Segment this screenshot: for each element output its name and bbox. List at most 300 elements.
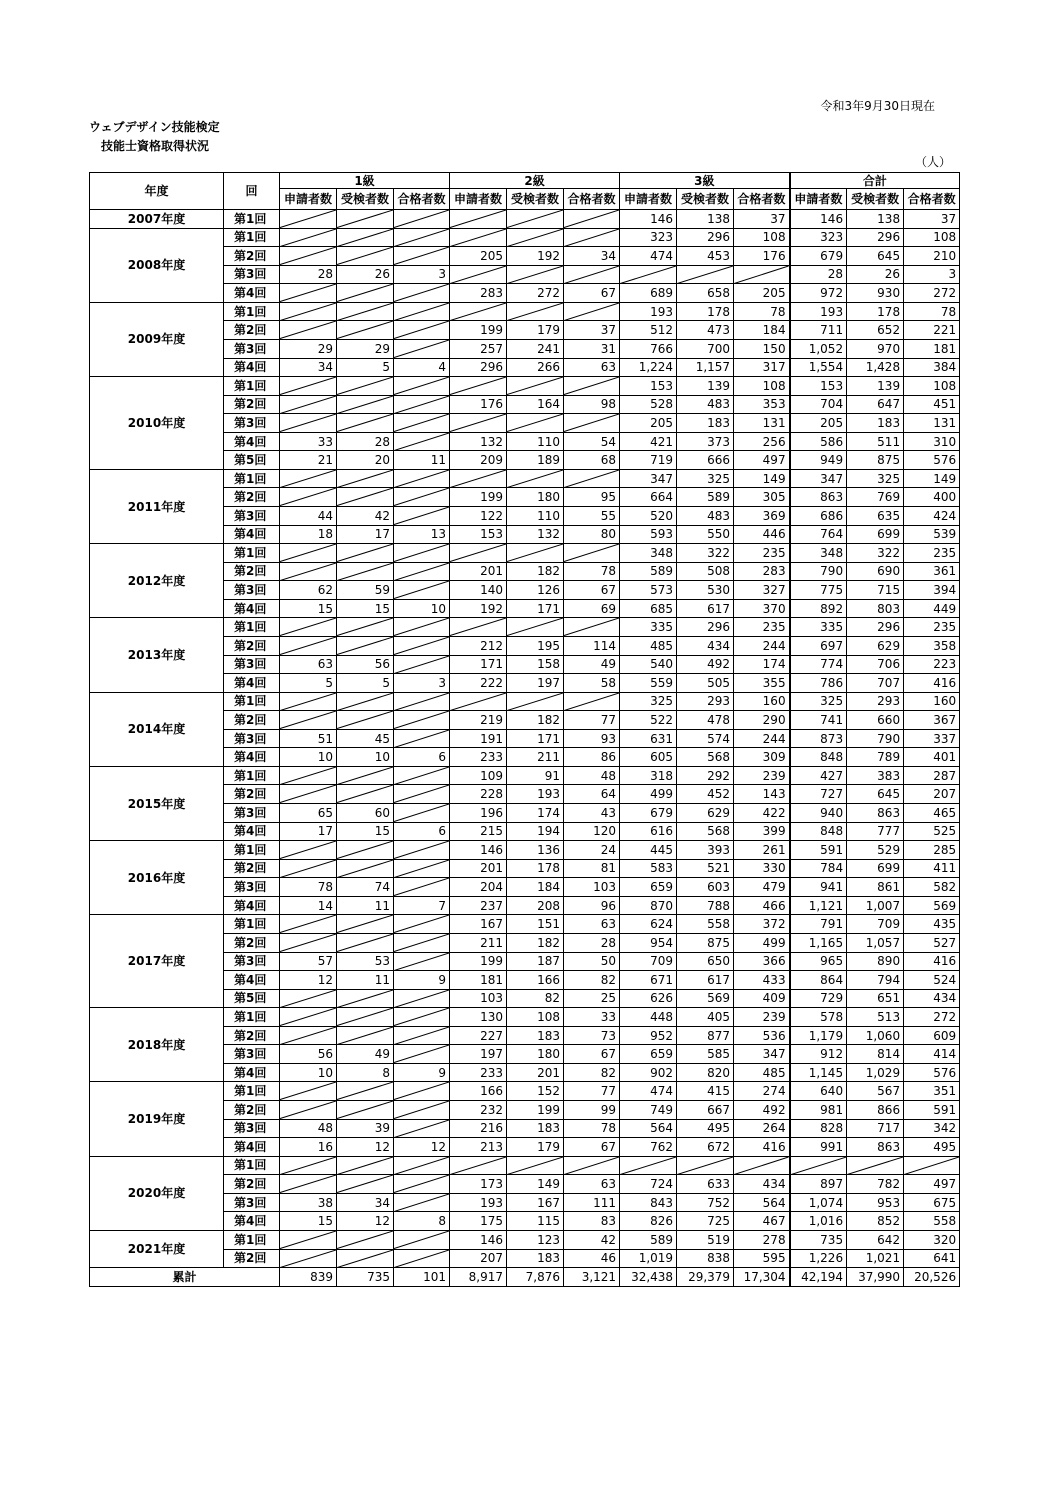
round-cell: 第1回 — [224, 766, 280, 785]
value-cell: 6 — [394, 822, 450, 841]
value-cell: 278 — [734, 1230, 790, 1249]
value-cell: 522 — [620, 711, 677, 730]
subheader-examinees: 受検者数 — [337, 189, 394, 210]
round-cell: 第3回 — [224, 952, 280, 971]
value-cell: 492 — [734, 1101, 790, 1120]
diagonal-slash — [904, 1157, 959, 1175]
value-cell: 433 — [734, 971, 790, 990]
value-cell: 130 — [450, 1008, 507, 1027]
blank-cell — [394, 655, 450, 674]
round-cell: 第1回 — [224, 618, 280, 637]
diagonal-slash — [394, 1250, 449, 1268]
blank-cell — [564, 377, 620, 396]
blank-cell — [394, 878, 450, 897]
value-cell: 724 — [620, 1175, 677, 1194]
value-cell: 660 — [847, 711, 904, 730]
value-cell: 167 — [450, 915, 507, 934]
diagonal-slash — [337, 1250, 393, 1268]
diagonal-slash — [450, 210, 506, 228]
value-cell: 221 — [904, 321, 960, 340]
value-cell: 465 — [904, 804, 960, 823]
value-cell: 149 — [734, 469, 790, 488]
blank-cell — [280, 1175, 337, 1194]
value-cell: 96 — [564, 896, 620, 915]
blank-cell — [280, 544, 337, 563]
value-cell: 39 — [337, 1119, 394, 1138]
value-cell: 790 — [847, 729, 904, 748]
value-cell: 34 — [564, 247, 620, 266]
value-cell: 205 — [734, 284, 790, 303]
diagonal-slash — [734, 266, 789, 284]
value-cell: 193 — [507, 785, 564, 804]
value-cell: 843 — [620, 1193, 677, 1212]
value-cell: 228 — [450, 785, 507, 804]
value-cell: 209 — [450, 451, 507, 470]
round-cell: 第3回 — [224, 878, 280, 897]
value-cell: 78 — [564, 1119, 620, 1138]
diagonal-slash — [394, 693, 449, 711]
value-cell: 1,428 — [847, 358, 904, 377]
value-cell: 63 — [280, 655, 337, 674]
diagonal-slash — [394, 247, 449, 265]
value-cell: 235 — [734, 544, 790, 563]
value-cell: 12 — [337, 1212, 394, 1231]
total-value: 29,379 — [677, 1268, 734, 1287]
value-cell: 679 — [620, 804, 677, 823]
blank-cell — [280, 1082, 337, 1101]
diagonal-slash — [337, 488, 393, 506]
value-cell: 15 — [337, 822, 394, 841]
round-cell: 第4回 — [224, 284, 280, 303]
diagonal-slash — [564, 618, 619, 636]
diagonal-slash — [280, 990, 336, 1008]
blank-cell — [337, 321, 394, 340]
header-grade2: 2級 — [450, 173, 620, 189]
value-cell: 173 — [450, 1175, 507, 1194]
blank-cell — [337, 488, 394, 507]
value-cell: 205 — [620, 414, 677, 433]
value-cell: 138 — [677, 210, 734, 229]
value-cell: 1,007 — [847, 896, 904, 915]
diagonal-slash — [394, 1231, 449, 1249]
subheader-examinees: 受検者数 — [507, 189, 564, 210]
value-cell: 325 — [620, 692, 677, 711]
blank-cell — [394, 469, 450, 488]
year-cell: 2018年度 — [90, 1008, 224, 1082]
diagonal-slash — [620, 266, 676, 284]
value-cell: 617 — [677, 971, 734, 990]
total-value: 37,990 — [847, 1268, 904, 1287]
blank-cell — [337, 1008, 394, 1027]
year-cell: 2008年度 — [90, 228, 224, 302]
round-cell: 第2回 — [224, 488, 280, 507]
value-cell: 699 — [847, 525, 904, 544]
blank-cell — [394, 247, 450, 266]
value-cell: 322 — [677, 544, 734, 563]
value-cell: 603 — [677, 878, 734, 897]
value-cell: 20 — [337, 451, 394, 470]
blank-cell — [394, 1101, 450, 1120]
total-value: 20,526 — [904, 1268, 960, 1287]
round-cell: 第2回 — [224, 859, 280, 878]
value-cell: 171 — [507, 599, 564, 618]
value-cell: 699 — [847, 859, 904, 878]
diagonal-slash — [677, 266, 733, 284]
value-cell: 814 — [847, 1045, 904, 1064]
blank-cell — [337, 933, 394, 952]
value-cell: 715 — [847, 581, 904, 600]
header-round: 回 — [224, 173, 280, 210]
value-cell: 37 — [564, 321, 620, 340]
value-cell: 550 — [677, 525, 734, 544]
diagonal-slash — [337, 321, 393, 339]
total-value: 32,438 — [620, 1268, 677, 1287]
round-cell: 第4回 — [224, 1212, 280, 1231]
value-cell: 335 — [620, 618, 677, 637]
diagonal-slash — [507, 470, 563, 488]
value-cell: 120 — [564, 822, 620, 841]
value-cell: 34 — [337, 1193, 394, 1212]
value-cell: 274 — [734, 1082, 790, 1101]
year-cell: 2009年度 — [90, 302, 224, 376]
value-cell: 293 — [847, 692, 904, 711]
diagonal-slash — [564, 377, 619, 395]
blank-cell — [394, 841, 450, 860]
total-label: 累計 — [90, 1268, 280, 1287]
blank-cell — [280, 618, 337, 637]
value-cell: 73 — [564, 1026, 620, 1045]
value-cell: 10 — [280, 1063, 337, 1082]
value-cell: 208 — [507, 896, 564, 915]
value-cell: 394 — [904, 581, 960, 600]
value-cell: 43 — [564, 804, 620, 823]
value-cell: 466 — [734, 896, 790, 915]
blank-cell — [394, 933, 450, 952]
round-cell: 第2回 — [224, 1249, 280, 1268]
value-cell: 160 — [904, 692, 960, 711]
value-cell: 197 — [450, 1045, 507, 1064]
value-cell: 184 — [507, 878, 564, 897]
value-cell: 330 — [734, 859, 790, 878]
value-cell: 512 — [620, 321, 677, 340]
total-value: 17,304 — [734, 1268, 790, 1287]
value-cell: 283 — [734, 562, 790, 581]
diagonal-slash — [507, 1157, 563, 1175]
value-cell: 897 — [790, 1175, 847, 1194]
value-cell: 15 — [337, 599, 394, 618]
round-cell: 第3回 — [224, 414, 280, 433]
value-cell: 191 — [450, 729, 507, 748]
round-cell: 第5回 — [224, 451, 280, 470]
table-row — [90, 915, 960, 934]
blank-cell — [394, 414, 450, 433]
round-cell: 第3回 — [224, 729, 280, 748]
blank-cell — [507, 265, 564, 284]
value-cell: 49 — [564, 655, 620, 674]
value-cell: 171 — [507, 729, 564, 748]
round-cell: 第2回 — [224, 1101, 280, 1120]
blank-cell — [394, 581, 450, 600]
value-cell: 952 — [620, 1026, 677, 1045]
value-cell: 199 — [450, 321, 507, 340]
blank-cell — [280, 1026, 337, 1045]
blank-cell — [280, 395, 337, 414]
value-cell: 204 — [450, 878, 507, 897]
blank-cell — [280, 692, 337, 711]
value-cell: 483 — [677, 395, 734, 414]
total-value: 7,876 — [507, 1268, 564, 1287]
value-cell: 569 — [677, 989, 734, 1008]
blank-cell — [337, 1101, 394, 1120]
diagonal-slash — [394, 284, 449, 302]
value-cell: 227 — [450, 1026, 507, 1045]
diagonal-slash — [450, 470, 506, 488]
value-cell: 591 — [790, 841, 847, 860]
blank-cell — [337, 210, 394, 229]
value-cell: 499 — [620, 785, 677, 804]
blank-cell — [280, 321, 337, 340]
value-cell: 93 — [564, 729, 620, 748]
value-cell: 55 — [564, 507, 620, 526]
value-cell: 583 — [620, 859, 677, 878]
table-row — [90, 692, 960, 711]
blank-cell — [337, 284, 394, 303]
value-cell: 29 — [337, 339, 394, 358]
value-cell: 239 — [734, 766, 790, 785]
value-cell: 369 — [734, 507, 790, 526]
value-cell: 68 — [564, 451, 620, 470]
value-cell: 559 — [620, 674, 677, 693]
value-cell: 296 — [847, 618, 904, 637]
value-cell: 264 — [734, 1119, 790, 1138]
value-cell: 199 — [450, 952, 507, 971]
value-cell: 593 — [620, 525, 677, 544]
blank-cell — [734, 1156, 790, 1175]
value-cell: 103 — [564, 878, 620, 897]
round-cell: 第1回 — [224, 1230, 280, 1249]
table-row — [90, 766, 960, 785]
blank-cell — [564, 618, 620, 637]
value-cell: 108 — [904, 377, 960, 396]
value-cell: 179 — [507, 1138, 564, 1157]
value-cell: 422 — [734, 804, 790, 823]
value-cell: 98 — [564, 395, 620, 414]
value-cell: 67 — [564, 1138, 620, 1157]
value-cell: 690 — [847, 562, 904, 581]
blank-cell — [337, 1230, 394, 1249]
blank-cell — [337, 1082, 394, 1101]
diagonal-slash — [337, 1027, 393, 1045]
value-cell: 617 — [677, 599, 734, 618]
diagonal-slash — [280, 767, 336, 785]
diagonal-slash — [337, 841, 393, 859]
value-cell: 21 — [280, 451, 337, 470]
diagonal-slash — [337, 303, 393, 321]
value-cell: 138 — [847, 210, 904, 229]
value-cell: 777 — [847, 822, 904, 841]
diagonal-slash — [394, 730, 449, 748]
value-cell: 706 — [847, 655, 904, 674]
blank-cell — [394, 915, 450, 934]
value-cell: 50 — [564, 952, 620, 971]
value-cell: 296 — [847, 228, 904, 247]
value-cell: 970 — [847, 339, 904, 358]
value-cell: 508 — [677, 562, 734, 581]
blank-cell — [280, 711, 337, 730]
diagonal-slash — [450, 1157, 506, 1175]
value-cell: 131 — [904, 414, 960, 433]
table-row — [90, 1082, 960, 1101]
value-cell: 342 — [904, 1119, 960, 1138]
blank-cell — [280, 469, 337, 488]
diagonal-slash — [394, 229, 449, 247]
value-cell: 651 — [847, 989, 904, 1008]
diagonal-slash — [394, 1120, 449, 1138]
table-row — [90, 544, 960, 563]
round-cell: 第1回 — [224, 302, 280, 321]
round-cell: 第4回 — [224, 822, 280, 841]
blank-cell — [394, 804, 450, 823]
diagonal-slash — [337, 618, 393, 636]
blank-cell — [394, 488, 450, 507]
value-cell: 864 — [790, 971, 847, 990]
diagonal-slash — [337, 934, 393, 952]
value-cell: 1,165 — [790, 933, 847, 952]
value-cell: 863 — [847, 1138, 904, 1157]
value-cell: 44 — [280, 507, 337, 526]
diagonal-slash — [564, 544, 619, 562]
value-cell: 14 — [280, 896, 337, 915]
table-row — [90, 1008, 960, 1027]
value-cell: 150 — [734, 339, 790, 358]
blank-cell — [450, 377, 507, 396]
value-cell: 48 — [280, 1119, 337, 1138]
blank-cell — [564, 469, 620, 488]
value-cell: 103 — [450, 989, 507, 1008]
blank-cell — [280, 228, 337, 247]
value-cell: 77 — [564, 711, 620, 730]
round-cell: 第1回 — [224, 210, 280, 229]
value-cell: 838 — [677, 1249, 734, 1268]
table-row — [90, 618, 960, 637]
diagonal-slash — [394, 1027, 449, 1045]
value-cell: 435 — [904, 915, 960, 934]
diagonal-slash — [337, 990, 393, 1008]
diagonal-slash — [337, 377, 393, 395]
value-cell: 485 — [734, 1063, 790, 1082]
diagonal-slash — [280, 396, 336, 414]
table-row — [90, 841, 960, 860]
blank-cell — [337, 636, 394, 655]
blank-cell — [337, 302, 394, 321]
diagonal-slash — [507, 618, 563, 636]
value-cell: 194 — [507, 822, 564, 841]
value-cell: 322 — [847, 544, 904, 563]
value-cell: 567 — [847, 1082, 904, 1101]
value-cell: 201 — [507, 1063, 564, 1082]
value-cell: 261 — [734, 841, 790, 860]
value-cell: 182 — [507, 711, 564, 730]
diagonal-slash — [280, 1175, 336, 1193]
value-cell: 749 — [620, 1101, 677, 1120]
diagonal-slash — [394, 563, 449, 581]
value-cell: 474 — [620, 1082, 677, 1101]
value-cell: 820 — [677, 1063, 734, 1082]
value-cell: 902 — [620, 1063, 677, 1082]
diagonal-slash — [337, 1082, 393, 1100]
blank-cell — [564, 1156, 620, 1175]
round-cell: 第2回 — [224, 1026, 280, 1045]
diagonal-slash — [337, 414, 393, 432]
diagonal-slash — [394, 414, 449, 432]
value-cell: 110 — [507, 507, 564, 526]
year-cell: 2010年度 — [90, 377, 224, 470]
value-cell: 54 — [564, 432, 620, 451]
value-cell: 239 — [734, 1008, 790, 1027]
blank-cell — [394, 284, 450, 303]
diagonal-slash — [280, 247, 336, 265]
diagonal-slash — [507, 303, 563, 321]
blank-cell — [847, 1156, 904, 1175]
year-cell: 2021年度 — [90, 1230, 224, 1267]
value-cell: 10 — [394, 599, 450, 618]
subheader-examinees: 受検者数 — [847, 189, 904, 210]
blank-cell — [280, 302, 337, 321]
value-cell: 42 — [564, 1230, 620, 1249]
table-row — [90, 1156, 960, 1175]
diagonal-slash — [280, 321, 336, 339]
value-cell: 582 — [904, 878, 960, 897]
round-cell: 第1回 — [224, 692, 280, 711]
diagonal-slash — [450, 693, 506, 711]
blank-cell — [337, 228, 394, 247]
value-cell: 981 — [790, 1101, 847, 1120]
diagonal-slash — [394, 1082, 449, 1100]
diagonal-slash — [280, 785, 336, 803]
round-cell: 第4回 — [224, 971, 280, 990]
value-cell: 875 — [847, 451, 904, 470]
value-cell: 527 — [904, 933, 960, 952]
value-cell: 166 — [507, 971, 564, 990]
value-cell: 49 — [337, 1045, 394, 1064]
value-cell: 257 — [450, 339, 507, 358]
blank-cell — [394, 692, 450, 711]
value-cell: 495 — [904, 1138, 960, 1157]
value-cell: 184 — [734, 321, 790, 340]
diagonal-slash — [394, 1008, 449, 1026]
blank-cell — [394, 562, 450, 581]
value-cell: 558 — [904, 1212, 960, 1231]
blank-cell — [337, 377, 394, 396]
value-cell: 42 — [337, 507, 394, 526]
value-cell: 189 — [507, 451, 564, 470]
diagonal-slash — [394, 321, 449, 339]
diagonal-slash — [394, 488, 449, 506]
value-cell: 108 — [734, 377, 790, 396]
diagonal-slash — [394, 507, 449, 525]
value-cell: 153 — [450, 525, 507, 544]
value-cell: 179 — [507, 321, 564, 340]
header-year: 年度 — [90, 173, 224, 210]
value-cell: 774 — [790, 655, 847, 674]
value-cell: 492 — [677, 655, 734, 674]
blank-cell — [337, 859, 394, 878]
value-cell: 33 — [280, 432, 337, 451]
value-cell: 784 — [790, 859, 847, 878]
diagonal-slash — [337, 284, 393, 302]
value-cell: 741 — [790, 711, 847, 730]
value-cell: 686 — [790, 507, 847, 526]
